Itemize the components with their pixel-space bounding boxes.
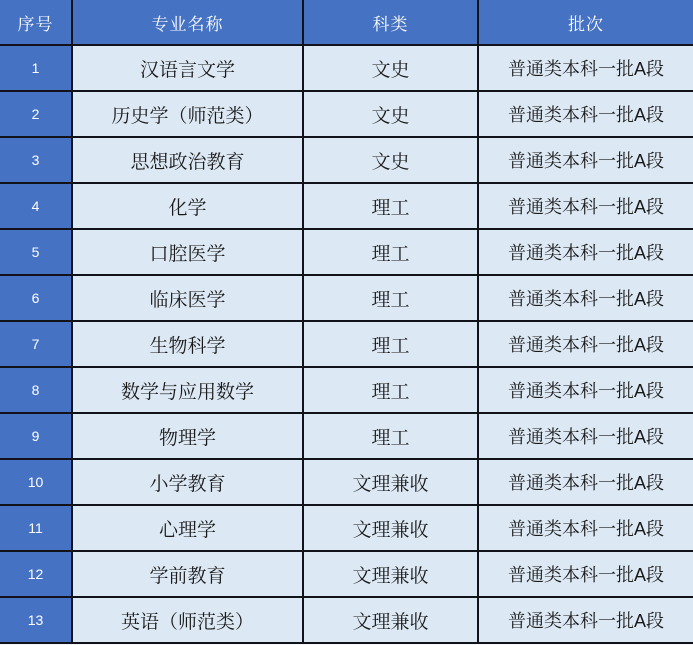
cell-index: 7 — [0, 321, 72, 367]
cell-batch: 普通类本科一批A段 — [478, 321, 693, 367]
cell-batch: 普通类本科一批A段 — [478, 597, 693, 643]
cell-index: 3 — [0, 137, 72, 183]
table-row — [0, 551, 693, 597]
cell-major: 口腔医学 — [72, 229, 303, 275]
cell-major: 小学教育 — [72, 459, 303, 505]
cell-batch: 普通类本科一批A段 — [478, 229, 693, 275]
cell-index: 8 — [0, 367, 72, 413]
header-row — [0, 0, 693, 45]
cell-major: 生物科学 — [72, 321, 303, 367]
table-row — [0, 367, 693, 413]
cell-batch: 普通类本科一批A段 — [478, 459, 693, 505]
cell-index: 1 — [0, 45, 72, 91]
cell-index: 6 — [0, 275, 72, 321]
table-row — [0, 459, 693, 505]
header-col-major: 专业名称 — [72, 0, 303, 45]
cell-category: 文理兼收 — [303, 551, 478, 597]
cell-index: 10 — [0, 459, 72, 505]
table-row — [0, 505, 693, 551]
cell-batch: 普通类本科一批A段 — [478, 275, 693, 321]
cell-major: 学前教育 — [72, 551, 303, 597]
cell-category: 文理兼收 — [303, 597, 478, 643]
cell-index: 2 — [0, 91, 72, 137]
table-row — [0, 183, 693, 229]
cell-major: 历史学（师范类） — [72, 91, 303, 137]
cell-category: 理工 — [303, 321, 478, 367]
cell-major: 数学与应用数学 — [72, 367, 303, 413]
cell-batch: 普通类本科一批A段 — [478, 45, 693, 91]
cell-batch: 普通类本科一批A段 — [478, 505, 693, 551]
cell-category: 文理兼收 — [303, 505, 478, 551]
cell-batch: 普通类本科一批A段 — [478, 413, 693, 459]
table-row — [0, 597, 693, 643]
table-row — [0, 275, 693, 321]
table-row — [0, 321, 693, 367]
table-row — [0, 45, 693, 91]
cell-index: 13 — [0, 597, 72, 643]
cell-category: 文史 — [303, 91, 478, 137]
cell-major: 汉语言文学 — [72, 45, 303, 91]
cell-category: 文理兼收 — [303, 459, 478, 505]
cell-category: 理工 — [303, 367, 478, 413]
cell-major: 物理学 — [72, 413, 303, 459]
cell-major: 思想政治教育 — [72, 137, 303, 183]
cell-category: 理工 — [303, 183, 478, 229]
cell-batch: 普通类本科一批A段 — [478, 137, 693, 183]
table-body — [0, 45, 693, 643]
table-row — [0, 413, 693, 459]
cell-batch: 普通类本科一批A段 — [478, 367, 693, 413]
cell-category: 理工 — [303, 229, 478, 275]
table-row — [0, 137, 693, 183]
cell-batch: 普通类本科一批A段 — [478, 183, 693, 229]
cell-major: 临床医学 — [72, 275, 303, 321]
cell-index: 11 — [0, 505, 72, 551]
table-header — [0, 0, 693, 45]
cell-index: 12 — [0, 551, 72, 597]
cell-batch: 普通类本科一批A段 — [478, 91, 693, 137]
cell-category: 理工 — [303, 413, 478, 459]
cell-major: 化学 — [72, 183, 303, 229]
table-row — [0, 229, 693, 275]
cell-category: 文史 — [303, 137, 478, 183]
cell-category: 文史 — [303, 45, 478, 91]
cell-index: 4 — [0, 183, 72, 229]
header-col-batch: 批次 — [478, 0, 693, 45]
cell-major: 英语（师范类） — [72, 597, 303, 643]
cell-major: 心理学 — [72, 505, 303, 551]
table-row — [0, 91, 693, 137]
header-col-index: 序号 — [0, 0, 72, 45]
cell-index: 9 — [0, 413, 72, 459]
cell-batch: 普通类本科一批A段 — [478, 551, 693, 597]
cell-index: 5 — [0, 229, 72, 275]
header-col-category: 科类 — [303, 0, 478, 45]
cell-category: 理工 — [303, 275, 478, 321]
